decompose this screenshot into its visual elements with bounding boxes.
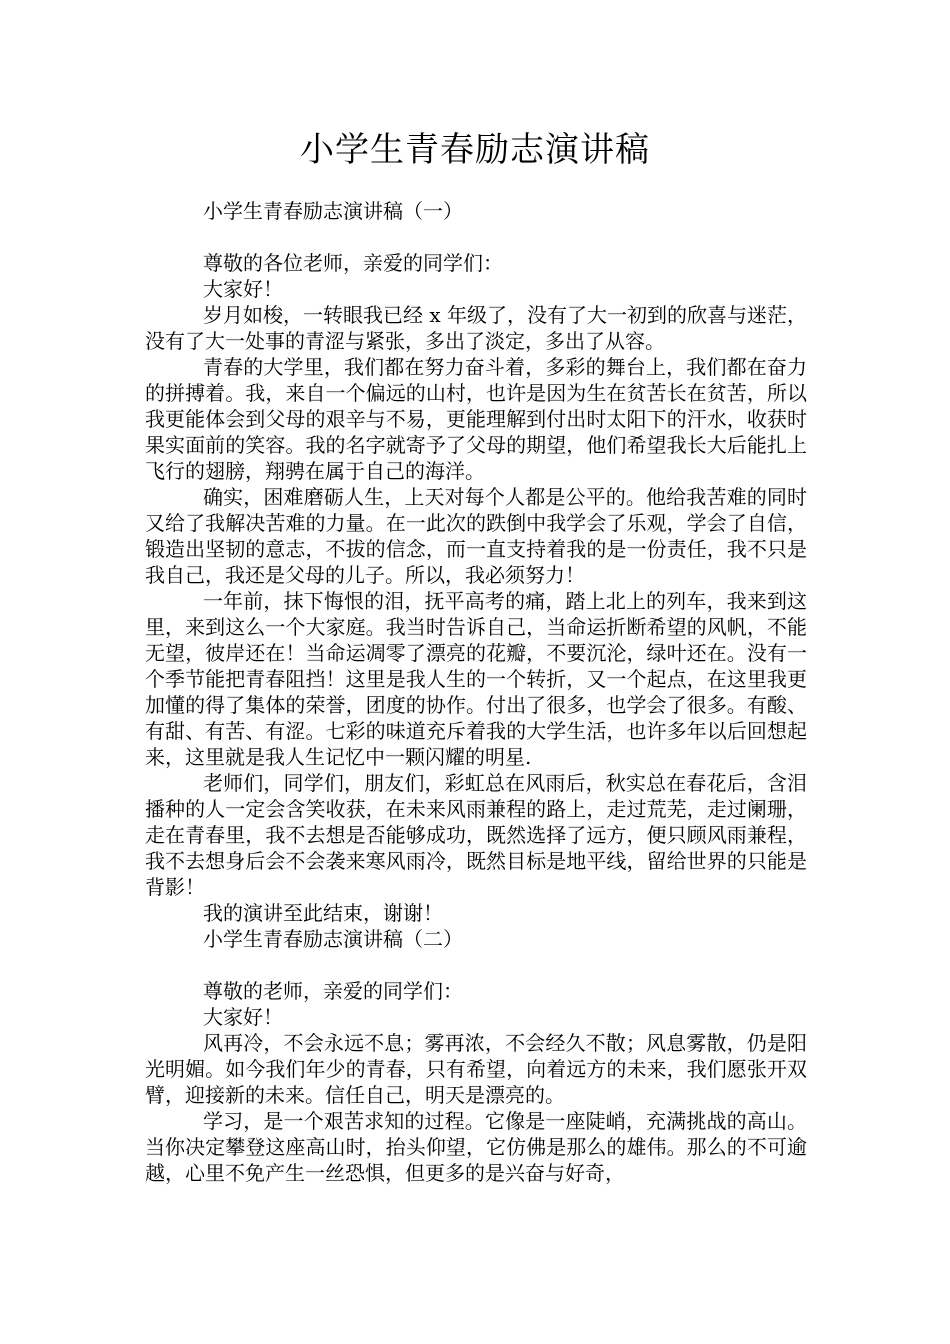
section-2-paragraph-1: 风再冷，不会永远不息；雾再浓，不会经久不散；风息雾散，仍是阳光明媚。如今我们年少的青春，只有希望，向着远方的未来，我们愿张开双臂，迎接新的未来。信任自己，明天是漂亮的。 [145,1031,807,1107]
section-1-paragraph-2: 青春的大学里，我们都在努力奋斗着，多彩的舞台上，我们都在奋力的拼搏着。我，来自一个偏远的山村，也许是因为生在贫苦长在贫苦，所以我更能体会到父母的艰辛与不易，更能理解到付出时太阳下的汗水，收获时果实面前的笑容。我的名字就寄予了父母的期望，他们希望我长大后能扎上飞行的翅膀，翔骋在属于自己的海洋。 [145,355,807,483]
document-body [145,198,807,1186]
section-1-salutation: 尊敬的各位老师，亲爱的同学们： [203,251,503,275]
section-1-paragraph-1: 岁月如梭，一转眼我已经 x 年级了，没有了大一初到的欣喜与迷茫，没有了大一处事的青涩与紧张，多出了淡定，多出了从容。 [145,303,807,353]
section-1-paragraph-4: 一年前，抹下悔恨的泪，抚平高考的痛，踏上北上的列车，我来到这里，来到这么一个大家庭。我当时告诉自己，当命运折断希望的风帆，不能无望，彼岸还在！当命运凋零了漂亮的花瓣，不要沉沦，绿叶还在。没有一个季节能把青春阻挡！这里是我人生的一个转折，又一个起点，在这里我更加懂的得了集体的荣誉，团度的协作。付出了很多，也学会了很多。有酸、有甜、有苦、有涩。七彩的味道充斥着我的大学生活，也许多年以后回想起来，这里就是我人生记忆中一颗闪耀的明星. [145,589,807,769]
blank-line [145,224,807,250]
section-2-paragraph-2: 学习，是一个艰苦求知的过程。它像是一座陡峭，充满挑战的高山。当你决定攀登这座高山时，抬头仰望，它仿佛是那么的雄伟。那么的不可逾越，心里不免产生一丝恐惧，但更多的是兴奋与好奇， [145,1109,807,1185]
section-2-greeting: 大家好！ [203,1005,283,1029]
section-2-heading: 小学生青春励志演讲稿（二） [203,927,463,951]
section-1-paragraph-5: 老师们，同学们，朋友们，彩虹总在风雨后，秋实总在春花后，含泪播种的人一定会含笑收获，在未来风雨兼程的路上，走过荒芜，走过阑珊，走在青春里，我不去想是否能够成功，既然选择了远方，便只顾风雨兼程，我不去想身后会不会袭来寒风雨冷，既然目标是地平线，留给世界的只能是背影！ [145,771,807,899]
section-1-heading: 小学生青春励志演讲稿（一） [203,199,463,223]
section-1-paragraph-3: 确实，困难磨砺人生，上天对每个人都是公平的。他给我苦难的同时又给了我解决苦难的力量。在一此次的跌倒中我学会了乐观，学会了自信，锻造出坚韧的意志，不拔的信念，而一直支持着我的是一份责任，我不只是我自己，我还是父母的儿子。所以，我必须努力！ [145,485,807,587]
section-2-salutation: 尊敬的老师，亲爱的同学们： [203,979,463,1003]
section-1-greeting: 大家好！ [203,277,283,301]
section-1-closing: 我的演讲至此结束，谢谢！ [203,901,443,925]
document-title: 小学生青春励志演讲稿 [300,130,650,170]
blank-line [145,952,807,978]
